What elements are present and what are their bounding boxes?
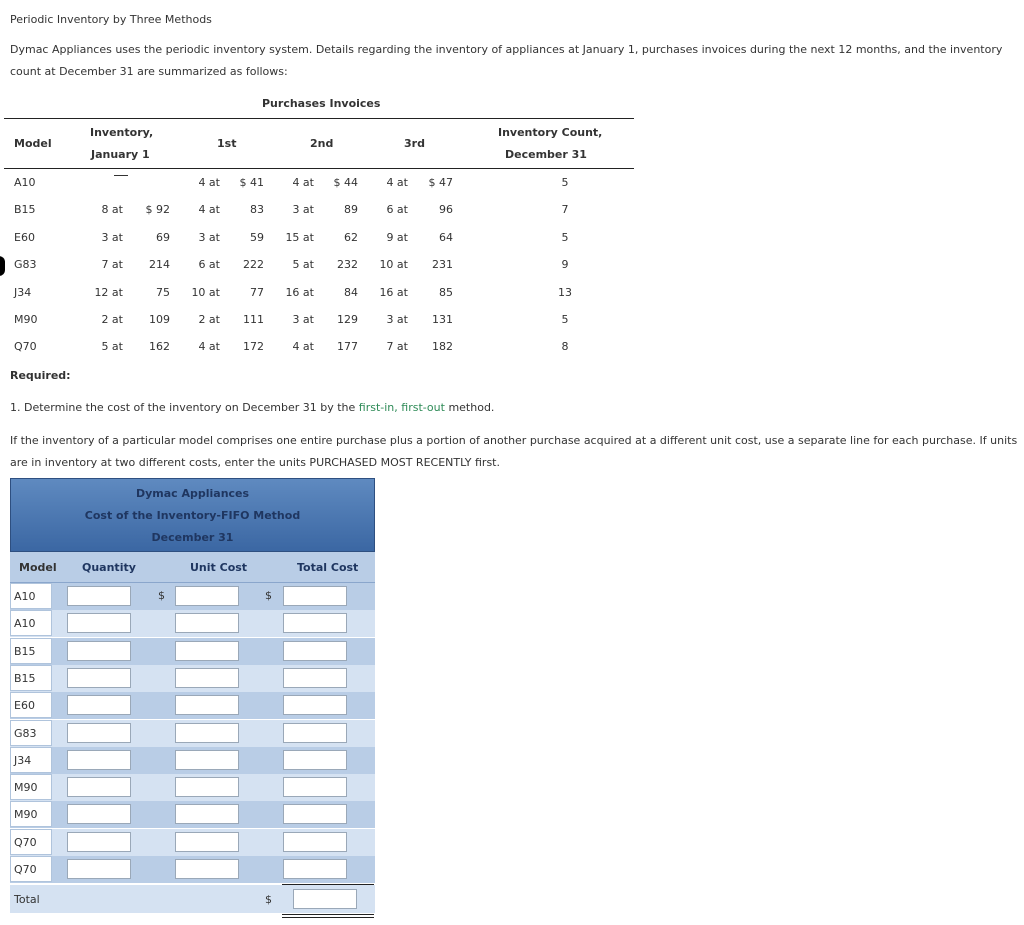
answer-row-model: Q70 [10,856,52,882]
cell-count: 5 [561,176,569,189]
unit-cost-input[interactable] [175,750,239,770]
quantity-input[interactable] [67,777,131,797]
cell-p1-cost: 83 [250,203,264,217]
cell-p3-qty: 10 at [379,258,408,272]
cell-p3-cost: 85 [439,285,453,299]
quantity-input[interactable] [67,804,131,824]
cell-inv-cost: 75 [156,285,170,299]
cell-p3-cost: 131 [432,313,453,326]
answer-row-model: G83 [10,720,52,746]
total-cost-input[interactable] [283,641,347,661]
cell-p3-qty: 6 at [386,203,408,217]
total-cost-input[interactable] [283,723,347,743]
cell-p2-cost: 89 [344,203,358,217]
cell-count: 9 [561,258,569,272]
col-first-purchase-header: 1st [217,137,237,150]
cell-inv-cost: 69 [156,230,170,244]
cell-p1-cost: 222 [243,258,264,272]
answer-row [10,720,375,747]
unit-cost-input[interactable] [175,641,239,661]
cell-inv-qty: 2 at [101,313,123,326]
total-cost-input[interactable] [283,613,347,633]
total-cost-input[interactable] [293,889,357,909]
cell-inv-qty: 7 at [101,258,123,272]
cell-p2-cost: 232 [337,258,358,272]
answer-row-model: A10 [10,610,52,636]
total-currency: $ [265,893,272,907]
cell-p3-qty: 7 at [386,340,408,354]
unit-cost-currency: $ [158,589,165,602]
cell-p1-qty: 6 at [198,258,220,272]
total-row [10,885,375,913]
col-inventory-header: Inventory, [90,126,154,139]
cell-p1-cost: 111 [243,313,264,326]
total-cost-input[interactable] [283,859,347,879]
answer-row-model: B15 [10,638,52,664]
col-inventory-date: January 1 [91,148,150,161]
total-cost-input[interactable] [283,695,347,715]
cell-p3-qty: 9 at [386,230,408,244]
answer-column-headers [10,552,375,583]
cell-model: M90 [14,313,38,326]
answer-row-model: A10 [10,583,52,609]
unit-cost-input[interactable] [175,777,239,797]
unit-cost-input[interactable] [175,695,239,715]
col-model: Model [19,561,57,574]
unit-cost-input[interactable] [175,668,239,688]
cell-model: G83 [14,258,37,272]
answer-row [10,692,375,719]
answer-row-model: M90 [10,801,52,827]
cell-inv-qty: 12 at [94,285,123,299]
cell-p1-qty: 2 at [198,313,220,326]
cell-p2-cost: 84 [344,285,358,299]
cell-model: Q70 [14,340,37,354]
col-count-date: December 31 [505,148,587,161]
cell-p3-cost: $ 47 [428,176,453,189]
cell-inv-cost: 162 [149,340,170,354]
cell-p1-qty: 10 at [191,285,220,299]
cell-model: A10 [14,176,36,189]
cell-inv-cost: 214 [149,258,170,272]
cell-p1-cost: 77 [250,285,264,299]
answer-row [10,583,375,610]
unit-cost-input[interactable] [175,586,239,606]
cell-p3-cost: 96 [439,203,453,217]
unit-cost-input[interactable] [175,613,239,633]
quantity-input[interactable] [67,613,131,633]
cell-p2-qty: 3 at [292,313,314,326]
cell-p3-qty: 3 at [386,313,408,326]
cell-inv-cost: $ 92 [145,203,170,217]
cell-count: 13 [558,285,572,299]
cell-p2-qty: 16 at [285,285,314,299]
answer-row [10,665,375,692]
total-cost-currency: $ [265,589,272,602]
unit-cost-input[interactable] [175,832,239,852]
cell-model: E60 [14,230,35,244]
col-unit-cost: Unit Cost [190,561,248,574]
total-cost-input[interactable] [283,804,347,824]
page-title: Periodic Inventory by Three Methods [10,13,212,26]
answer-row-model: M90 [10,774,52,800]
answer-row-model: Q70 [10,829,52,855]
cell-p1-cost: 59 [250,230,264,244]
unit-cost-input[interactable] [175,859,239,879]
col-second-purchase-header: 2nd [310,137,334,150]
cell-inv-qty: 5 at [101,340,123,354]
cell-p3-cost: 182 [432,340,453,354]
cell-p2-cost: 62 [344,230,358,244]
quantity-input[interactable] [67,586,131,606]
no-inventory-dash [114,175,128,176]
cell-p1-qty: 4 at [198,176,220,189]
cell-count: 7 [561,203,569,217]
col-total-cost: Total Cost [297,561,359,574]
cell-inv-cost: 109 [149,313,170,326]
answer-row-model: B15 [10,665,52,691]
double-rule-bottom [282,917,374,918]
col-third-purchase-header: 3rd [404,137,425,150]
instructions-text: If the inventory of a particular model comprises one entire purchase plus a portion of another purchase acquired at a different unit cost, use a separate line for each purchase. If units are in inventory at two different costs, enter the units PURCHASED MOST RECENTLY first. [10,434,1018,469]
cell-p3-qty: 4 at [386,176,408,189]
intro-text: Dymac Appliances uses the periodic inventory system. Details regarding the inventory of appliances at January 1, purchases invoices during the next 12 months, and the inventory count at December 31 are summarized as follows: [10,43,1003,78]
statement-title: Cost of the Inventory-FIFO Method [84,509,301,522]
cell-p2-qty: 5 at [292,258,314,272]
answer-row [10,774,375,801]
cell-p1-qty: 3 at [198,230,220,244]
total-cost-input[interactable] [283,832,347,852]
answer-row-model: J34 [10,747,52,773]
total-cost-input[interactable] [283,586,347,606]
col-quantity: Quantity [82,561,136,574]
quantity-input[interactable] [67,859,131,879]
quantity-input[interactable] [67,695,131,715]
unit-cost-input[interactable] [175,723,239,743]
cell-count: 5 [561,313,569,326]
purchases-table [0,90,640,360]
quantity-input[interactable] [67,723,131,743]
cell-p2-cost: $ 44 [333,176,358,189]
cell-inv-qty: 8 at [101,203,123,217]
quantity-input[interactable] [67,668,131,688]
cell-model: B15 [14,203,36,217]
cell-p1-qty: 4 at [198,340,220,354]
cell-p2-qty: 15 at [285,230,314,244]
required-label: Required: [10,369,71,382]
fifo-link[interactable]: first-in, first-out [358,401,445,414]
answer-row [10,829,375,856]
cell-p1-cost: $ 41 [239,176,264,189]
quantity-input[interactable] [67,641,131,661]
total-cost-input[interactable] [283,668,347,688]
answer-row [10,856,375,883]
quantity-input[interactable] [67,750,131,770]
total-cost-input[interactable] [283,750,347,770]
fifo-answer-table [10,478,375,916]
double-rule-top [282,914,374,915]
col-model-header: Model [14,137,52,150]
cell-p3-cost: 231 [432,258,453,272]
statement-date: December 31 [151,531,234,544]
answer-row-model: E60 [10,692,52,718]
cell-p3-qty: 16 at [379,285,408,299]
cell-count: 8 [561,340,569,354]
cell-p2-qty: 3 at [292,203,314,217]
answer-row [10,747,375,774]
question-1: 1. Determine the cost of the inventory on December 31 by the first-in, first-out method. [10,401,495,414]
cell-inv-qty: 3 at [101,230,123,244]
cell-model: J34 [14,285,32,299]
total-cost-input[interactable] [283,777,347,797]
cell-p2-cost: 129 [337,313,358,326]
answer-row [10,610,375,637]
answer-row [10,801,375,828]
company-name: Dymac Appliances [135,487,250,500]
cell-p1-qty: 4 at [198,203,220,217]
answer-row [10,638,375,665]
col-count-header: Inventory Count, [498,126,603,139]
unit-cost-input[interactable] [175,804,239,824]
cell-p1-cost: 172 [243,340,264,354]
cell-p2-cost: 177 [337,340,358,354]
cell-p3-cost: 64 [439,230,453,244]
answer-table-header [10,478,375,552]
quantity-input[interactable] [67,832,131,852]
cell-p2-qty: 4 at [292,176,314,189]
cell-p2-qty: 4 at [292,340,314,354]
purchases-invoices-header: Purchases Invoices [262,97,381,110]
total-label: Total [14,893,40,907]
cell-count: 5 [561,230,569,244]
